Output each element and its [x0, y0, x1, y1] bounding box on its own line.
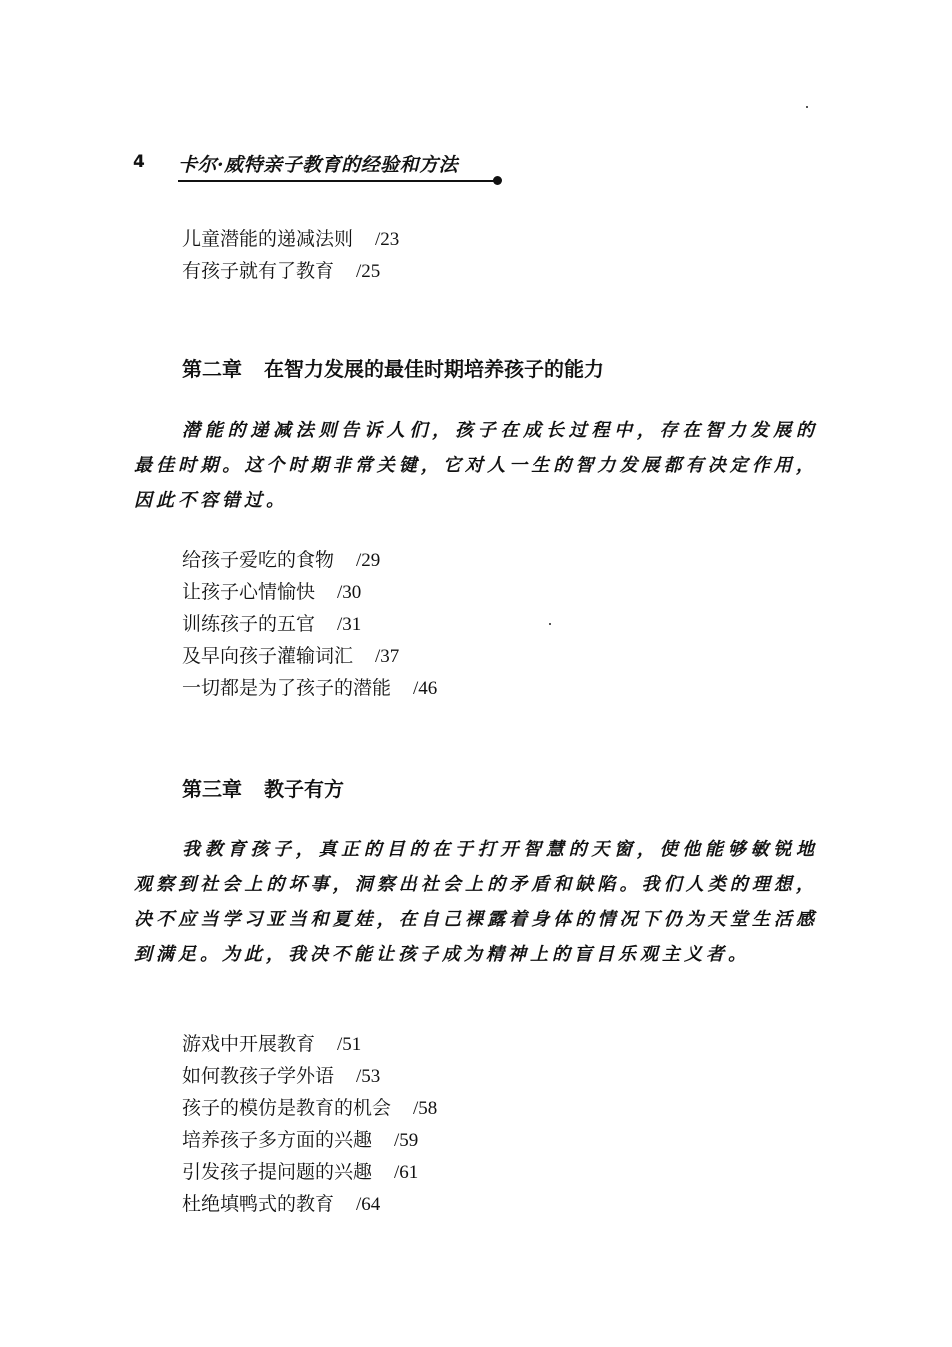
toc-item[interactable]: [182, 255, 399, 287]
toc-item-title: 一切都是为了孩子的潜能: [182, 677, 392, 699]
chapter3-summary: 我教育孩子，真正的目的在于打开智慧的天窗，使他能够敏锐地观察到社会上的坏事，洞察出社会上的矛盾和缺陷。我们人类的理想，决不应当学习亚当和夏娃，在自己裸露着身体的情况下仍为天堂生活感到满足。为此，我决不能让孩子成为精神上的盲目乐观主义者。: [134, 839, 818, 965]
toc-item-title: 培养孩子多方面的兴趣: [182, 1129, 373, 1151]
toc-item[interactable]: [182, 544, 437, 576]
toc-item[interactable]: [182, 608, 437, 640]
chapter2-number: 第二章: [182, 357, 242, 381]
scan-speck: [549, 623, 551, 625]
toc-item-page: /53: [356, 1066, 381, 1087]
toc-item-title: 及早向孩子灌输词汇: [182, 645, 354, 667]
toc-item-title: 游戏中开展教育: [182, 1033, 316, 1055]
toc-item[interactable]: [182, 1028, 437, 1060]
toc-item-title: 训练孩子的五官: [182, 613, 316, 635]
toc-item-page: /46: [413, 678, 438, 699]
toc-item-page: /59: [394, 1130, 419, 1151]
toc-item-page: /23: [375, 229, 400, 250]
toc-item-page: /31: [337, 614, 362, 635]
chapter2-summary: 潜能的递减法则告诉人们，孩子在成长过程中，存在智力发展的最佳时期。这个时期非常关键，它对人一生的智力发展都有决定作用，因此不容错过。: [134, 420, 818, 511]
toc-item[interactable]: [182, 1188, 437, 1220]
toc-item-page: /61: [394, 1162, 419, 1183]
toc-item-page: /29: [356, 550, 381, 571]
toc-item-title: 让孩子心情愉快: [182, 581, 316, 603]
toc-item[interactable]: [182, 223, 399, 255]
chapter2-heading[interactable]: [182, 353, 604, 382]
toc-item-title: 如何教孩子学外语: [182, 1065, 335, 1087]
toc-item[interactable]: [182, 1156, 437, 1188]
chapter3-toc: [182, 1028, 437, 1220]
toc-item-page: /30: [337, 582, 362, 603]
chapter2-toc: [182, 544, 437, 704]
toc-item-title: 有孩子就有了教育: [182, 260, 335, 282]
chapter3-title: 教子有方: [264, 777, 344, 801]
toc-item-title: 引发孩子提问题的兴趣: [182, 1161, 373, 1183]
toc-item-title: 给孩子爱吃的食物: [182, 549, 335, 571]
toc-item[interactable]: [182, 1124, 437, 1156]
header-rule: [178, 180, 496, 182]
toc-item[interactable]: [182, 1092, 437, 1124]
toc-item-page: /58: [413, 1098, 438, 1119]
toc-item[interactable]: [182, 1060, 437, 1092]
toc-item-title: 儿童潜能的递减法则: [182, 228, 354, 250]
toc-item-page: /64: [356, 1194, 381, 1215]
toc-item-page: /25: [356, 261, 381, 282]
toc-item-title: 杜绝填鸭式的教育: [182, 1193, 335, 1215]
header-rule-dot: [493, 176, 502, 185]
toc-item[interactable]: [182, 672, 437, 704]
running-title: 卡尔·威特亲子教育的经验和方法: [178, 154, 459, 176]
page-number: 4: [133, 152, 145, 172]
chapter3-heading[interactable]: [182, 773, 344, 802]
toc-item-page: /51: [337, 1034, 362, 1055]
toc-item-title: 孩子的模仿是教育的机会: [182, 1097, 392, 1119]
chapter2-title: 在智力发展的最佳时期培养孩子的能力: [264, 357, 604, 381]
scan-speck: [806, 106, 808, 108]
chapter3-number: 第三章: [182, 777, 242, 801]
toc-item[interactable]: [182, 640, 437, 672]
toc-item-page: /37: [375, 646, 400, 667]
toc-item[interactable]: [182, 576, 437, 608]
chapter1-toc: [182, 223, 399, 287]
